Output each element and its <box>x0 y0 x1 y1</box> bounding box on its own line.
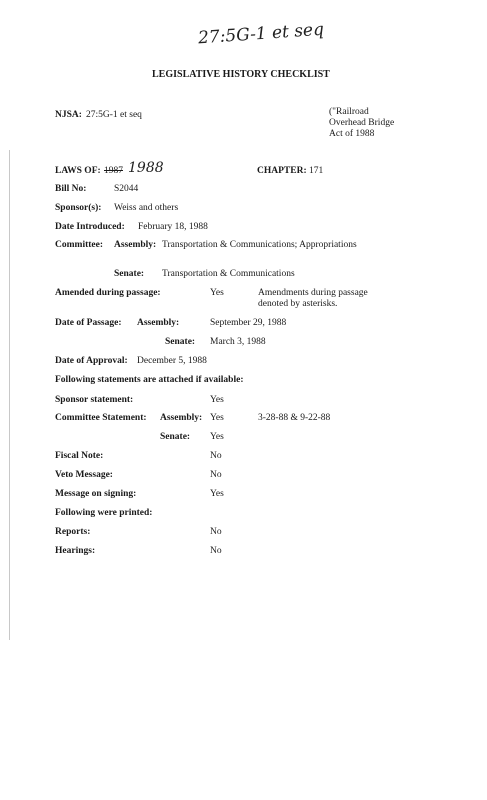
date-introduced-label: Date Introduced: <box>55 222 125 232</box>
veto-message-label: Veto Message: <box>55 470 113 480</box>
page-title: LEGISLATIVE HISTORY CHECKLIST <box>152 69 330 80</box>
reports-value: No <box>210 527 222 537</box>
date-introduced-value: February 18, 1988 <box>138 222 208 232</box>
committee-assembly-label: Assembly: <box>114 240 157 250</box>
committee-assembly-value: Transportation & Communications; Appropriations <box>162 240 357 250</box>
act-name-line-3: Act of 1988 <box>329 129 375 139</box>
laws-of-struck-year: 1987 <box>104 166 123 176</box>
committee-statement-assembly-value: Yes <box>210 413 224 423</box>
njsa-label: NJSA: <box>55 110 82 120</box>
committee-statement-assembly-label: Assembly: <box>160 413 203 423</box>
committee-statement-senate-value: Yes <box>210 432 224 442</box>
veto-message-value: No <box>210 470 222 480</box>
sponsor-statement-label: Sponsor statement: <box>55 395 134 405</box>
hearings-label: Hearings: <box>55 546 96 556</box>
scan-edge-line <box>9 150 10 640</box>
committee-senate-label: Senate: <box>114 269 145 279</box>
passage-label: Date of Passage: <box>55 318 122 328</box>
committee-label: Committee: <box>55 240 104 250</box>
committee-statement-senate-label: Senate: <box>160 432 191 442</box>
chapter-label: CHAPTER: <box>257 166 307 176</box>
handwritten-header: 27:5G-1 et seq <box>197 19 325 49</box>
amended-value: Yes <box>210 288 224 298</box>
message-on-signing-label: Message on signing: <box>55 489 137 499</box>
passage-senate-value: March 3, 1988 <box>210 337 266 347</box>
hearings-value: No <box>210 546 222 556</box>
approval-value: December 5, 1988 <box>137 356 207 366</box>
passage-senate-label: Senate: <box>165 337 196 347</box>
committee-statement-dates: 3-28-88 & 9-22-88 <box>258 413 331 423</box>
laws-of-label: LAWS OF: <box>55 166 101 176</box>
bill-no-label: Bill No: <box>55 184 87 194</box>
act-name-line-1: ("Railroad <box>329 107 369 117</box>
njsa-value: 27:5G-1 et seq <box>86 110 142 120</box>
amended-note-line-1: Amendments during passage <box>258 288 368 298</box>
sponsor-label: Sponsor(s): <box>55 203 102 213</box>
sponsor-value: Weiss and others <box>114 203 179 213</box>
chapter-value: 171 <box>309 166 324 176</box>
fiscal-note-value: No <box>210 451 222 461</box>
sponsor-statement-value: Yes <box>210 395 224 405</box>
passage-assembly-label: Assembly: <box>137 318 180 328</box>
message-on-signing-value: Yes <box>210 489 224 499</box>
committee-senate-value: Transportation & Communications <box>162 269 295 279</box>
passage-assembly-value: September 29, 1988 <box>210 318 287 328</box>
act-name-line-2: Overhead Bridge <box>329 118 395 128</box>
statements-heading: Following statements are attached if available: <box>55 375 244 385</box>
bill-no-value: S2044 <box>114 184 139 194</box>
fiscal-note-label: Fiscal Note: <box>55 451 104 461</box>
amended-label: Amended during passage: <box>55 288 161 298</box>
reports-label: Reports: <box>55 527 91 537</box>
committee-statement-label: Committee Statement: <box>55 413 147 423</box>
amended-note-line-2: denoted by asterisks. <box>258 299 338 309</box>
printed-heading: Following were printed: <box>55 508 153 518</box>
approval-label: Date of Approval: <box>55 356 128 366</box>
laws-of-handwritten-year: 1988 <box>128 160 164 176</box>
